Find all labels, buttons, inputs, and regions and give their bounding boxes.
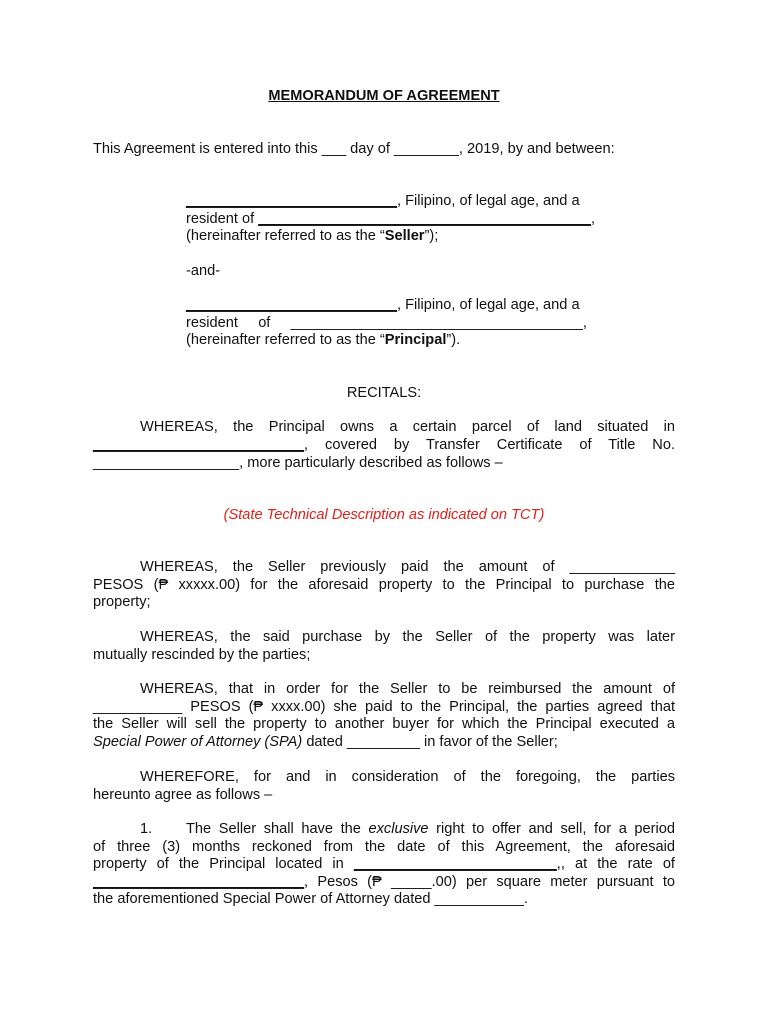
- party1-role: Seller: [384, 228, 425, 244]
- whereas1-location-blank: __________________________: [93, 437, 305, 453]
- party2-name-blank: __________________________: [186, 297, 398, 313]
- item1-exclusive-italic: exclusive: [368, 821, 429, 837]
- item1-line5: the aforementioned Special Power of Attorney dated ___________.: [93, 891, 528, 907]
- party1-line1: [186, 192, 580, 210]
- item1-number: 1.: [140, 821, 153, 837]
- item1-line1-tail: right to offer and sell, for a period: [428, 821, 675, 837]
- whereas4-line4: [93, 733, 675, 751]
- party2-resident-label: resident of: [186, 315, 291, 331]
- whereas2-line3: property;: [93, 594, 151, 610]
- whereas1-line1: WHEREAS, the Principal owns a certain parcel of land situated in: [140, 419, 675, 435]
- party1-line1-tail: , Filipino, of legal age, and a: [397, 193, 580, 209]
- recitals-heading: RECITALS:: [346, 385, 422, 401]
- item1-line1: [186, 820, 675, 838]
- intro-paragraph: This Agreement is entered into this ___ day of ________, 2019, by and between:: [93, 141, 615, 157]
- whereas1-line3: __________________, more particularly described as follows –: [93, 455, 503, 471]
- party2-address-blank: ____________________________________: [290, 315, 583, 331]
- whereas2-line2: PESOS (₱ xxxxx.00) for the aforesaid property to the Principal to purchase the: [93, 577, 675, 593]
- and-separator: -and-: [186, 263, 221, 279]
- item1-line3-tail: ,, at the rate of: [556, 856, 675, 872]
- whereas1-line2: [93, 436, 675, 454]
- item1-rate-blank: __________________________: [93, 874, 305, 890]
- party1-line3-tail: ”);: [424, 228, 439, 244]
- party1-line3: [186, 227, 438, 245]
- party2-line3-prefix: (hereinafter referred to as the “: [186, 332, 385, 348]
- item1-line4: [93, 873, 675, 891]
- wherefore-line2: hereunto agree as follows –: [93, 787, 273, 803]
- party2-line1-tail: , Filipino, of legal age, and a: [397, 297, 580, 313]
- item1-line4-tail: , Pesos (₱ _____.00) per square meter pursuant to: [304, 874, 675, 890]
- party1-line2: [186, 210, 595, 228]
- party2-line3: [186, 331, 460, 349]
- whereas4-line2: ___________ PESOS (₱ xxxx.00) she paid to the Principal, the parties agreed that: [93, 699, 675, 715]
- party2-line2: [186, 314, 587, 332]
- tct-description-note: (State Technical Description as indicated on TCT): [223, 507, 545, 523]
- party1-address-blank: _________________________________________: [258, 211, 591, 227]
- document-title: MEMORANDUM OF AGREEMENT: [268, 88, 500, 104]
- item1-line1-pre: The Seller shall have the: [186, 821, 369, 837]
- party2-role: Principal: [384, 332, 447, 348]
- party1-line2-tail: ,: [590, 211, 596, 227]
- whereas2-line1: WHEREAS, the Seller previously paid the amount of _____________: [140, 559, 675, 575]
- party1-name-blank: __________________________: [186, 193, 398, 209]
- whereas3-line1: WHEREAS, the said purchase by the Seller of the property was later: [140, 629, 675, 645]
- whereas4-spa-italic: Special Power of Attorney (SPA): [93, 734, 303, 750]
- wherefore-line1: WHEREFORE, for and in consideration of the foregoing, the parties: [140, 769, 675, 785]
- party2-line1: [186, 296, 580, 314]
- party1-line3-prefix: (hereinafter referred to as the “: [186, 228, 385, 244]
- whereas3-line2: mutually rescinded by the parties;: [93, 647, 311, 663]
- item1-line3-pre: property of the Principal located in: [93, 856, 354, 872]
- whereas1-line2-tail: , covered by Transfer Certificate of Title No.: [304, 437, 675, 453]
- party2-line3-tail: ”).: [446, 332, 461, 348]
- item1-line2: of three (3) months reckoned from the date of this Agreement, the aforesaid: [93, 839, 675, 855]
- whereas4-line1: WHEREAS, that in order for the Seller to be reimbursed the amount of: [140, 681, 675, 697]
- whereas4-line3: the Seller will sell the property to another buyer for which the Principal executed a: [93, 716, 675, 732]
- whereas4-line4-tail: dated _________ in favor of the Seller;: [302, 734, 558, 750]
- party1-resident-label: resident of: [186, 211, 259, 227]
- item1-location-blank: _________________________: [353, 856, 557, 872]
- party2-line2-tail: ,: [582, 315, 587, 331]
- item1-line3: [93, 855, 675, 873]
